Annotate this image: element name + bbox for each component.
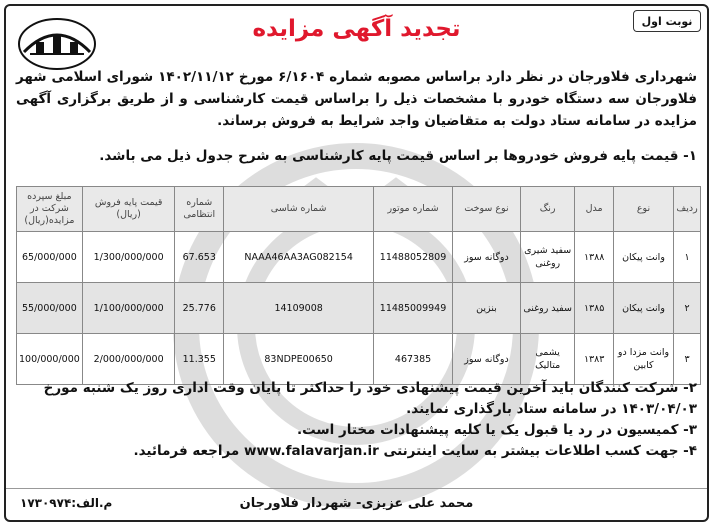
col-header: شماره انتظامی	[175, 187, 224, 232]
cell-type: وانت مزدا دو کابین	[613, 334, 673, 385]
col-header: نوع سوخت	[452, 187, 520, 232]
col-header: نوع	[613, 187, 673, 232]
cell-plate-no: 25.776	[175, 283, 224, 334]
notes-section	[16, 378, 697, 462]
footer	[6, 488, 707, 519]
edition-badge: نوبت اول	[633, 10, 701, 32]
col-header: مبلغ سپرده شرکت در مزایده(ریال)	[17, 187, 83, 232]
price-subheading: ۱- قیمت پایه فروش خودروها بر اساس قیمت پایه کارشناسی به شرح جدول ذیل می باشد.	[99, 148, 697, 164]
cell-index: ۱	[674, 232, 701, 283]
table-header-row	[17, 187, 701, 232]
cell-model: ۱۳۸۵	[575, 283, 614, 334]
cell-index: ۳	[674, 334, 701, 385]
cell-index: ۲	[674, 283, 701, 334]
col-header: شماره موتور	[374, 187, 453, 232]
cell-model: ۱۳۸۸	[575, 232, 614, 283]
note-website	[16, 441, 697, 462]
notice-title: تجدید آگهی مزایده	[252, 16, 461, 42]
cell-base-price: 1/300/000/000	[82, 232, 175, 283]
cell-type: وانت پیکان	[613, 283, 673, 334]
cell-fuel: دوگانه سوز	[452, 232, 520, 283]
col-header: ردیف	[674, 187, 701, 232]
cell-plate-no: 67.653	[175, 232, 224, 283]
cell-color: یشمی متالیک	[520, 334, 574, 385]
reference-number: م.الف:۱۷۳۰۹۷۴	[20, 496, 113, 510]
vehicles-table	[16, 186, 701, 385]
col-header: مدل	[575, 187, 614, 232]
cell-engine-no: 11488052809	[374, 232, 453, 283]
table-row	[17, 283, 701, 334]
cell-deposit: 100/000/000	[17, 334, 83, 385]
note-website-prefix: ۴- جهت کسب اطلاعات بیشتر به سایت اینترنتی	[383, 443, 697, 459]
cell-chassis-no: NAAA46AA3AG082154	[224, 232, 374, 283]
cell-engine-no: 11485009949	[374, 283, 453, 334]
cell-chassis-no: 14109008	[224, 283, 374, 334]
cell-color: سفید شیری روغنی	[520, 232, 574, 283]
website-link[interactable]: www.falavarjan.ir	[244, 443, 379, 459]
col-header: رنگ	[520, 187, 574, 232]
table-row	[17, 232, 701, 283]
cell-base-price: 2/000/000/000	[82, 334, 175, 385]
cell-deposit: 55/000/000	[17, 283, 83, 334]
cell-color: سفید روغنی	[520, 283, 574, 334]
col-header: قیمت پایه فروش (ریال)	[82, 187, 175, 232]
note-commission: ۳- کمیسیون در رد یا قبول یک یا کلیه پیشنهادات مختار است.	[296, 422, 697, 438]
notice-frame	[4, 4, 709, 522]
cell-fuel: دوگانه سوز	[452, 334, 520, 385]
cell-fuel: بنزین	[452, 283, 520, 334]
cell-deposit: 65/000/000	[17, 232, 83, 283]
cell-chassis-no: 83NDPE00650	[224, 334, 374, 385]
cell-plate-no: 11.355	[175, 334, 224, 385]
col-header: شماره شاسی	[224, 187, 374, 232]
note-deadline: ۲- شرکت کنندگان باید آخرین قیمت پیشنهادی خود را حداکثر تا پایان وقت اداری روز یک شنبه مورخ ۱۴۰۳/۰۴/۰۳ در سامانه ستاد بارگذاری نمایند.	[43, 380, 697, 417]
cell-base-price: 1/100/000/000	[82, 283, 175, 334]
cell-model: ۱۳۸۳	[575, 334, 614, 385]
intro-paragraph: شهرداری فلاورجان در نظر دارد براساس مصوبه شماره ۶/۱۶۰۴ مورخ ۱۴۰۲/۱۱/۱۲ شورای اسلامی شهر فلاورجان سه دستگاه خودرو با مشخصات ذیل را براساس قیمت کارشناسی و از طریق برگزاری آگهی مزایده در سامانه ستاد دولت به متقاضیان واجد شرایط به فروش برساند.	[16, 69, 697, 129]
cell-engine-no: 467385	[374, 334, 453, 385]
note-website-suffix: مراجعه فرمائید.	[133, 443, 240, 459]
cell-type: وانت پیکان	[613, 232, 673, 283]
signer-name: محمد علی عزیزی- شهردار فلاورجان	[239, 496, 474, 511]
table-row	[17, 334, 701, 385]
